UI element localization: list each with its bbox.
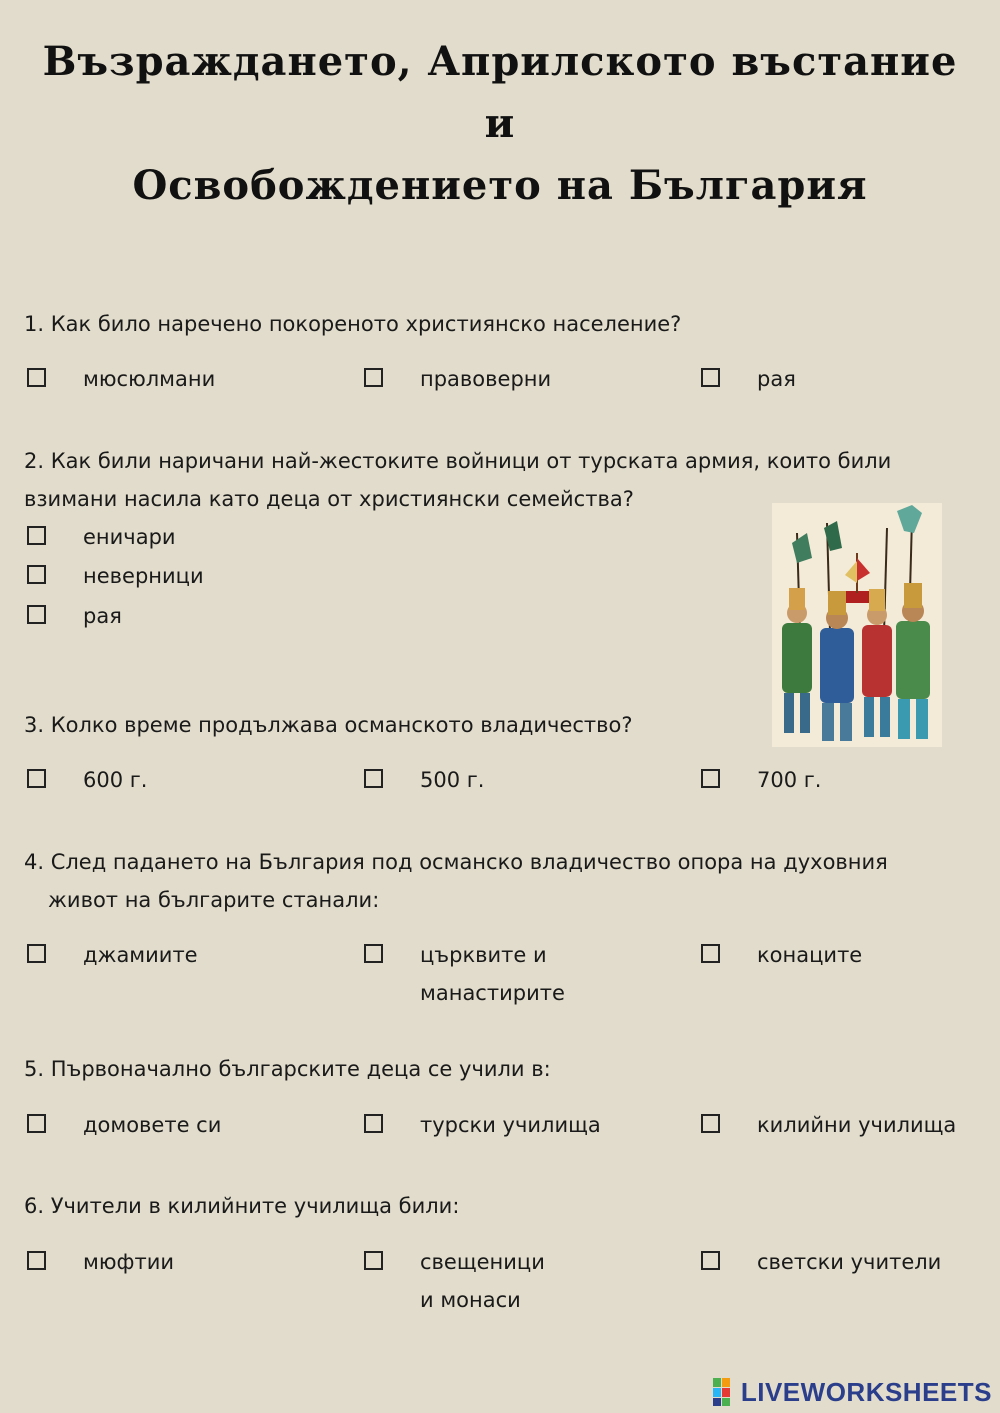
option-label: правоверни <box>420 367 552 391</box>
option-label-line-1: църквите и <box>420 943 547 967</box>
checkbox[interactable] <box>27 565 46 584</box>
checkbox[interactable] <box>27 1251 46 1270</box>
checkbox[interactable] <box>701 944 720 963</box>
checkbox[interactable] <box>27 769 46 788</box>
question-4-text <box>24 843 888 919</box>
checkbox[interactable] <box>364 368 383 387</box>
option-label: еничари <box>83 525 176 549</box>
question-2-text <box>24 442 891 518</box>
question-5-text: 5. Първоначално българските деца се учили в: <box>24 1057 551 1081</box>
option-label: 500 г. <box>420 768 485 792</box>
option-label: мюфтии <box>83 1250 175 1274</box>
option-label: домовете си <box>83 1113 222 1137</box>
option-label: рая <box>757 367 796 391</box>
checkbox[interactable] <box>27 368 46 387</box>
option-label: мюсюлмани <box>83 367 216 391</box>
title-line-2: и <box>484 100 516 147</box>
checkbox[interactable] <box>701 1251 720 1270</box>
question-2-line-2: взимани насила като деца от християнски семейства? <box>24 487 634 511</box>
option-label: килийни училища <box>757 1113 957 1137</box>
question-4-line-2: живот на българите станали: <box>48 888 380 912</box>
option-label-line-1: свещеници <box>420 1250 545 1274</box>
option-label: 600 г. <box>83 768 148 792</box>
janissaries-illustration <box>772 503 942 747</box>
option-label-line-2: и монаси <box>420 1288 521 1312</box>
liveworksheets-icon <box>713 1378 739 1406</box>
checkbox[interactable] <box>364 944 383 963</box>
checkbox[interactable] <box>364 769 383 788</box>
option-label: неверници <box>83 564 204 588</box>
question-2-line-1: 2. Как били наричани най-жестоките войници от турската армия, които били <box>24 449 892 473</box>
checkbox[interactable] <box>701 1114 720 1133</box>
checkbox[interactable] <box>27 526 46 545</box>
checkbox[interactable] <box>27 605 46 624</box>
liveworksheets-logo-text: LIVEWORKSHEETS <box>740 1376 992 1407</box>
question-6-text: 6. Учители в килийните училища били: <box>24 1194 460 1218</box>
checkbox[interactable] <box>364 1251 383 1270</box>
checkbox[interactable] <box>701 769 720 788</box>
checkbox[interactable] <box>364 1114 383 1133</box>
option-label: светски учители <box>757 1250 942 1274</box>
title-line-3: Освобождението на България <box>132 162 868 209</box>
option-label: конаците <box>757 943 863 967</box>
question-1-text: 1. Как било наречено покореното християнско население? <box>24 312 682 336</box>
title-line-1: Възраждането, Априлското въстание <box>42 38 958 85</box>
checkbox[interactable] <box>701 368 720 387</box>
option-label: рая <box>83 604 122 628</box>
liveworksheets-logo <box>713 1377 992 1407</box>
option-label: 700 г. <box>757 768 822 792</box>
option-label: джамиите <box>83 943 198 967</box>
question-4-line-1: 4. След падането на България под османско владичество опора на духовния <box>24 850 888 874</box>
question-3-text: 3. Колко време продължава османското владичество? <box>24 713 633 737</box>
checkbox[interactable] <box>27 1114 46 1133</box>
option-label-line-2: манастирите <box>420 981 565 1005</box>
checkbox[interactable] <box>27 944 46 963</box>
option-label: турски училища <box>420 1113 601 1137</box>
